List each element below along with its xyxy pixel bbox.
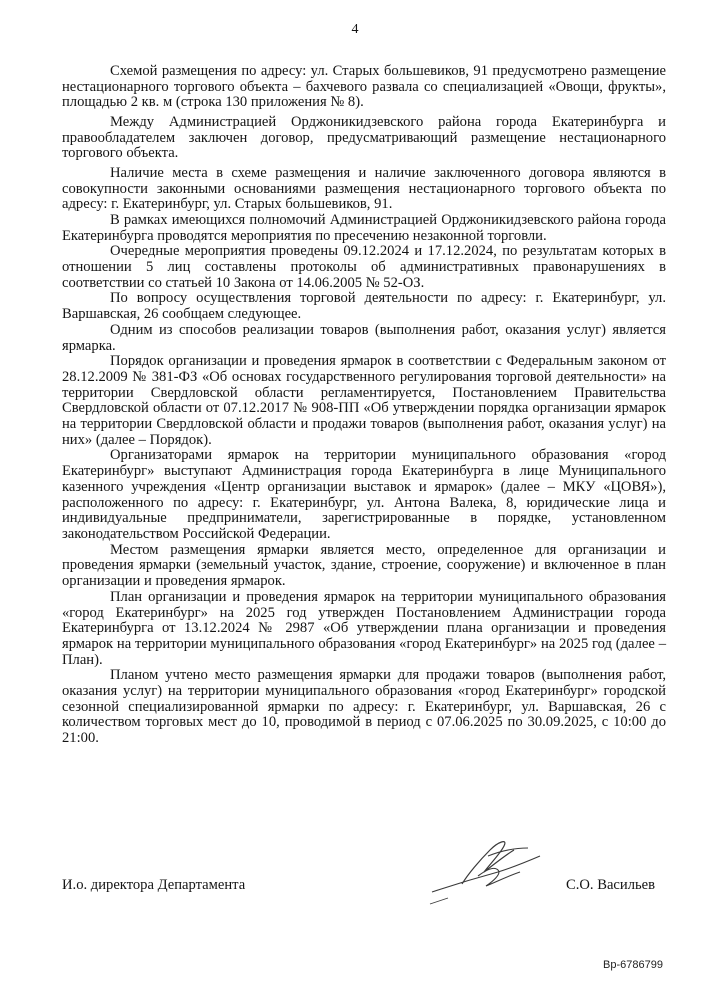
paragraph-procedure: Порядок организации и проведения ярмарок в соответствии с Федеральным законом от 28.12.2009 № 381-ФЗ «Об основах государственного регулирования торговой деятельности» на территории Свердловской области регламентируется, Постановлением Правительства Свердловской области от 07.12.2017 № 908-ПП «Об утверждении порядка организации ярмарок на территории Свердловской области и продажи товаров (выполнения работ, оказания услуг) на них» (далее – Порядок). — [62, 353, 666, 448]
paragraph-fair-definition: Одним из способов реализации товаров (выполнения работ, оказания услуг) является ярмарка. — [62, 321, 666, 354]
paragraph-fair-place: Местом размещения ярмарки является место, определенное для организации и проведения ярмарки (земельный участок, здание, строение, сооружение) и включенное в план организации и проведения ярмарок. — [62, 541, 666, 590]
paragraph-contract: Между Администрацией Орджоникидзевского района города Екатеринбурга и правообладателем заключен договор, предусматривающий размещение нестационарного торгового объекта. — [62, 113, 666, 162]
paragraph-plan-details: Планом учтено место размещения ярмарки для продажи товаров (выполнения работ, оказания услуг) на территории муниципального образования «город Екатеринбург» городской сезонной специализированной ярмарки по адресу: г. Екатеринбург, ул. Варшавская, 26 с количеством торговых мест до 10, проводимой в период с 07.06.2025 по 30.09.2025, с 10:00 до 21:00. — [62, 667, 666, 747]
paragraph-varshavskaya: По вопросу осуществления торговой деятельности по адресу: г. Екатеринбург, ул. Варшавская, 26 сообщаем следующее. — [62, 290, 666, 323]
paragraph-organizers: Организаторами ярмарок на территории муниципального образования «город Екатеринбург» выступают Администрация города Екатеринбурга в лице Муниципального казенного учреждения «Центр организации выставок и ярмарок» (далее – МКУ «ЦОВЯ»), расположенного по адресу: г. Екатеринбург, ул. Антона Валека, 8, юридические лица и индивидуальные предприниматели, зарегистрированные в порядке, установленном законодательством Российской Федерации. — [62, 447, 666, 542]
letter-body — [62, 64, 666, 747]
signatory-name: С.О. Васильев — [566, 877, 656, 893]
paragraph-legal-grounds: Наличие места в схеме размещения и наличие заключенного договора являются в совокупности законными основаниями размещения нестационарного торгового объекта по адресу: г. Екатеринбург, ул. Старых большевиков, 91. — [62, 164, 666, 213]
signatory-position: И.о. директора Департамента — [62, 877, 246, 893]
paragraph-scheme: Схемой размещения по адресу: ул. Старых большевиков, 91 предусмотрено размещение нестационарного торгового объекта – бахчевого развала со специализацией «Овощи, фрукты», площадью 2 кв. м (строка 130 приложения № 8). — [62, 63, 666, 111]
page-number: 4 — [351, 22, 359, 37]
paragraph-inspections: Очередные мероприятия проведены 09.12.2024 и 17.12.2024, по результатам которых в отношении 5 лиц составлены протоколы об административных правонарушениях в соответствии со статьей 10 Закона от 14.06.2005 № 52-ОЗ. — [62, 243, 666, 291]
handwritten-signature — [428, 826, 548, 906]
document-id: Вр-6786799 — [603, 959, 663, 971]
paragraph-plan: План организации и проведения ярмарок на территории муниципального образования «город Екатеринбург» на 2025 год утвержден Постановлением Администрации города Екатеринбурга от 13.12.2024 № 2987 «Об утверждении плана организации и проведения ярмарок на территории муниципального образования «город Екатеринбург» на 2025 год (далее – План). — [62, 588, 666, 668]
paragraph-enforcement: В рамках имеющихся полномочий Администрацией Орджоникидзевского района города Екатеринбурга проводятся мероприятия по пресечению незаконной торговли. — [62, 211, 666, 244]
